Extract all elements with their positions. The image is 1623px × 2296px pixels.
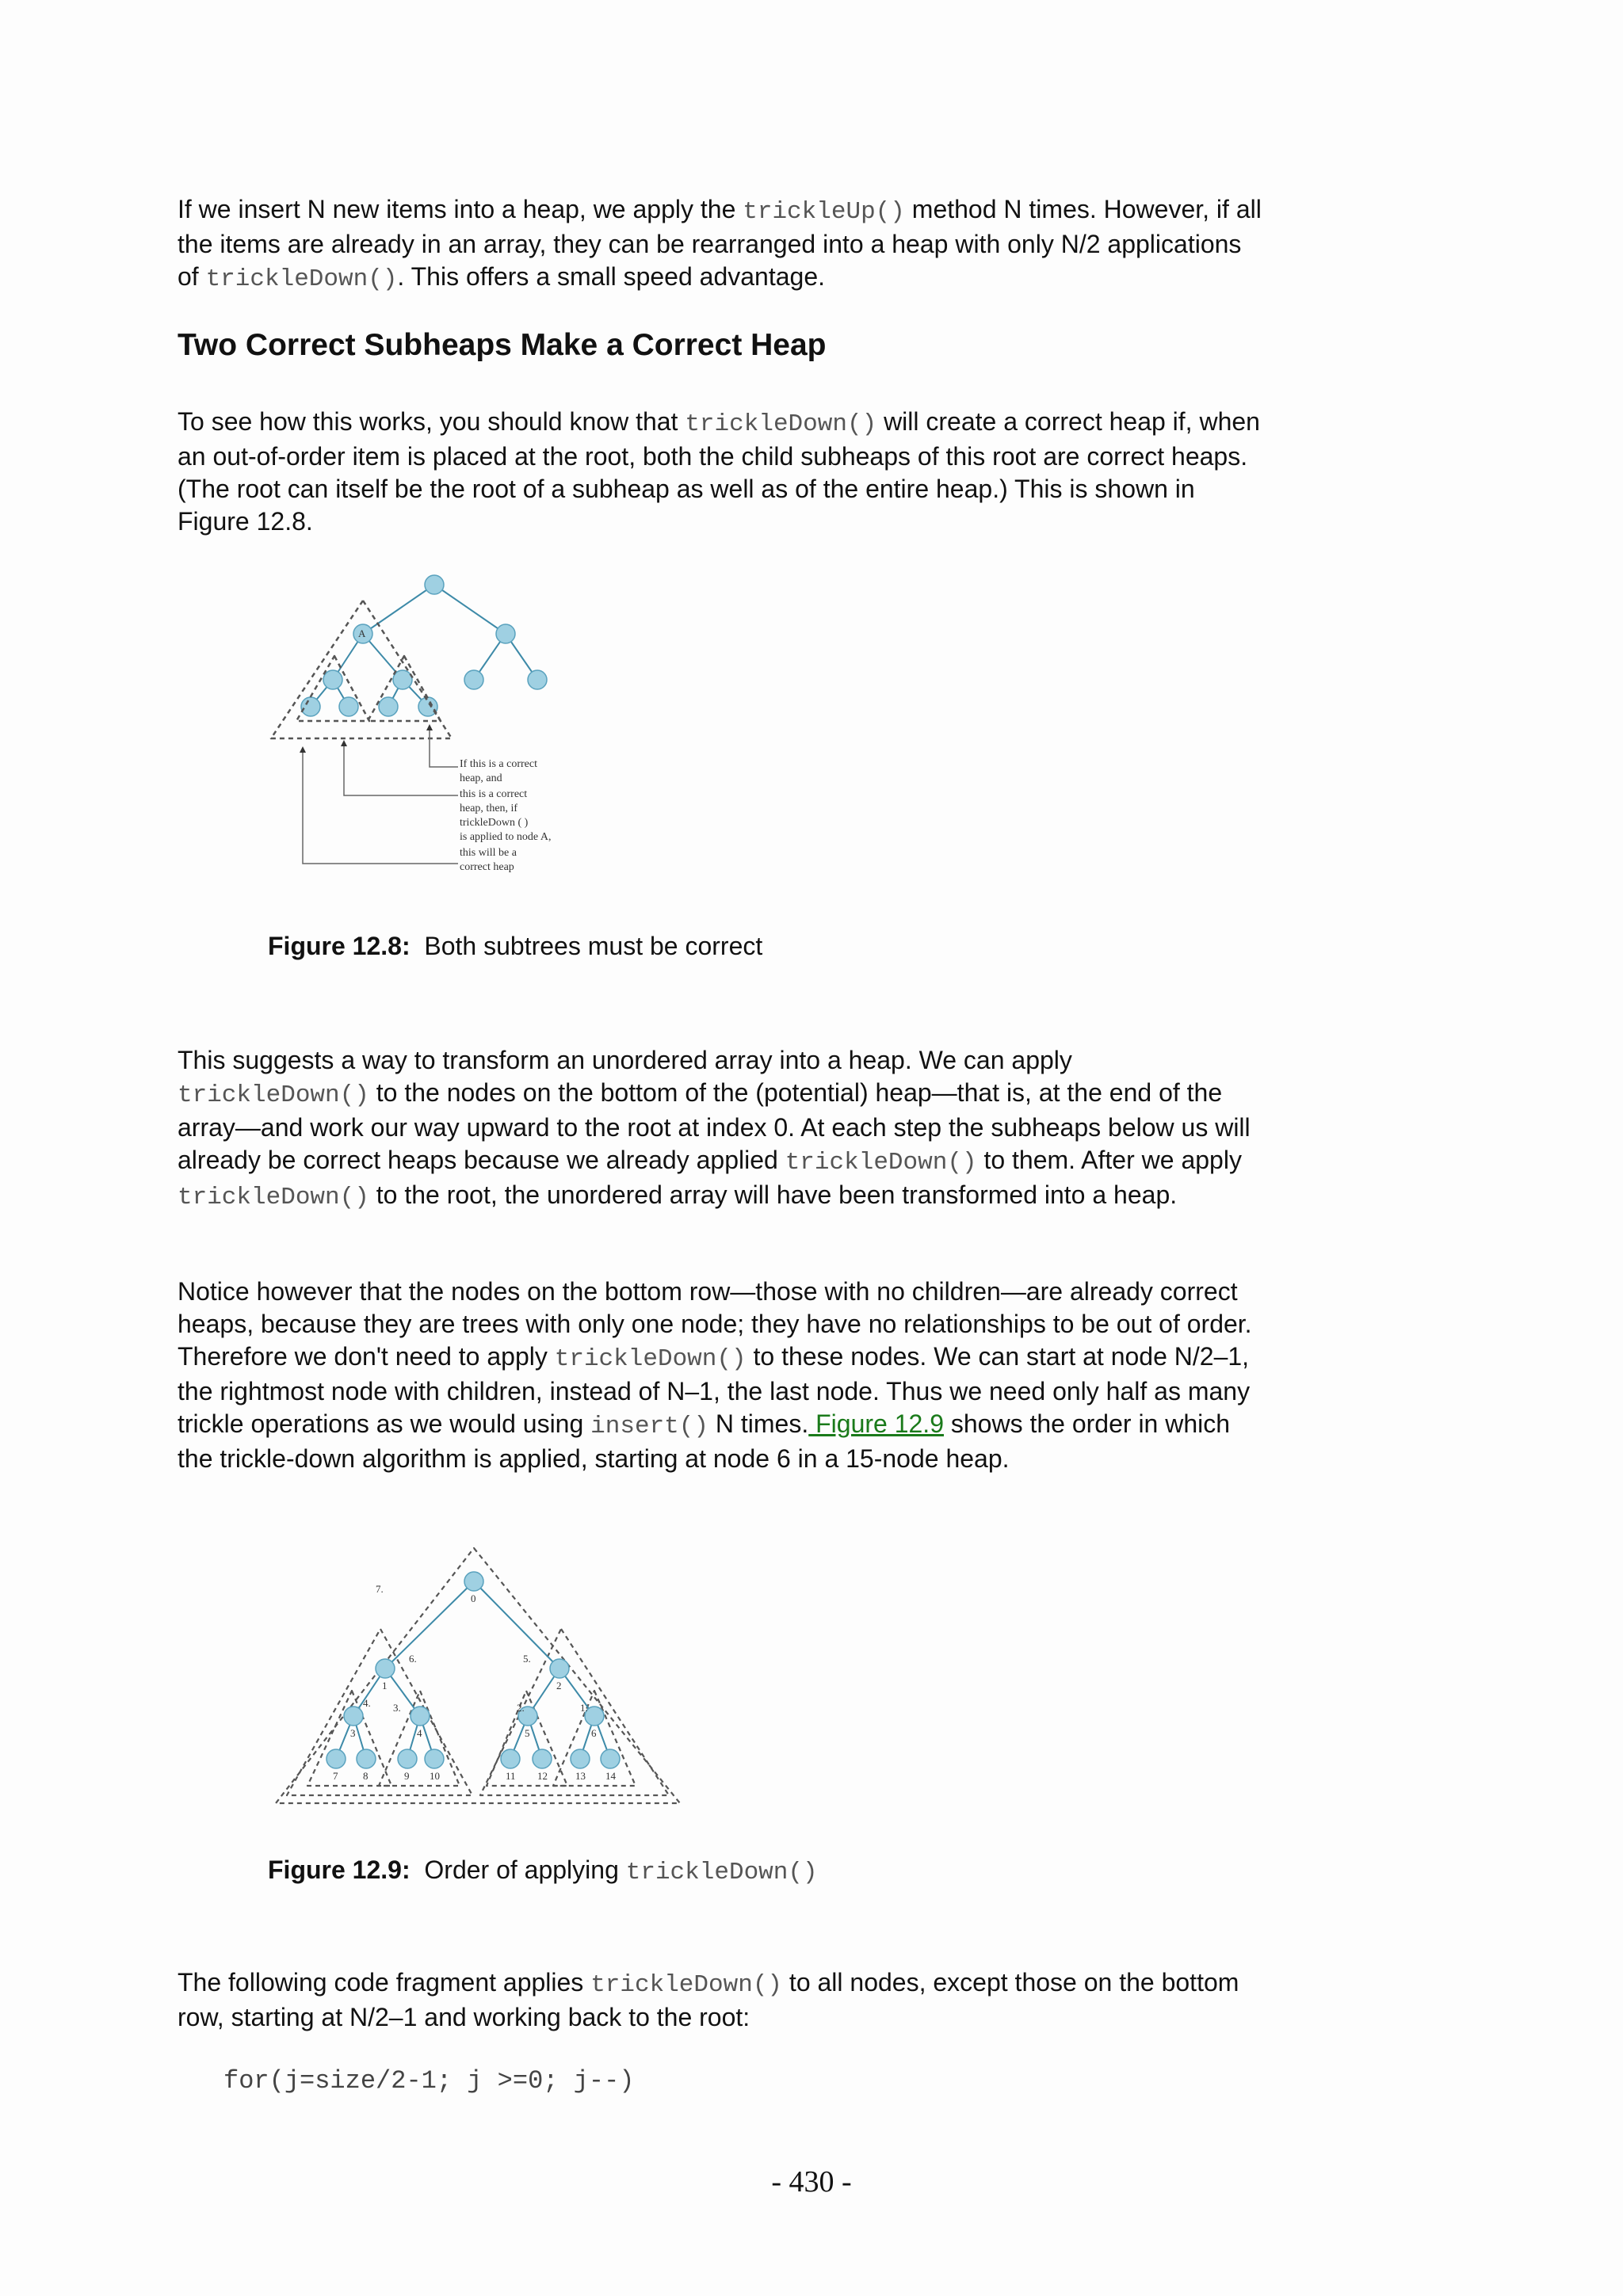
code-block: for(j=size/2-1; j >=0; j--) (223, 2066, 635, 2096)
text: to these nodes. We can start at node N/2–1, the rightmost node with children, instead of N–1, the last node. Thus we need only half as many trickle operations as we would using (178, 1342, 1251, 1438)
node-number: 4 (417, 1727, 422, 1739)
inline-code: insert() (590, 1413, 708, 1440)
annotation-line: If this is a correct (460, 758, 537, 770)
node-number: 9 (404, 1770, 410, 1782)
inline-code: trickleDown() (205, 265, 398, 293)
section-heading: Two Correct Subheaps Make a Correct Heap (178, 328, 827, 362)
figure-12-9-diagram (268, 1540, 688, 1817)
annotation-line: trickleDown ( ) (460, 817, 529, 829)
order-label: 1. (580, 1702, 588, 1714)
text: shows the order in which the trickle-down algorithm is applied, starting at node 6 in a 15-node heap. (178, 1409, 1231, 1473)
paragraph-bottom-row (178, 1276, 1263, 1475)
node-number: 14 (605, 1770, 616, 1782)
text: method N times. However, if all the items are already in an array, they can be rearranged into a heap with only N/2 applications of (178, 195, 1262, 291)
caption-label: Figure 12.8: (268, 932, 411, 960)
page-number: - 430 - (771, 2165, 852, 2199)
order-label: 6. (409, 1653, 417, 1665)
node-number: 13 (575, 1770, 586, 1782)
inline-code: trickleDown() (554, 1345, 747, 1373)
annotation-line: correct heap (460, 861, 514, 873)
text: to them. After we apply (976, 1146, 1242, 1174)
node-number: 0 (471, 1592, 476, 1604)
node-number: 12 (537, 1770, 548, 1782)
node-number: 2 (556, 1680, 562, 1691)
text: Notice however that the nodes on the bottom row—those with no children—are already correct heaps, because they are trees with only one node; they have no relationships to be out of order. Therefore we don't need to apply (178, 1277, 1252, 1371)
order-label: 2. (517, 1702, 525, 1714)
text: N times. (708, 1409, 809, 1438)
text: To see how this works, you should know that (178, 407, 685, 436)
paragraph-trickleup-intro (178, 193, 1263, 296)
text: The following code fragment applies (178, 1968, 591, 1997)
paragraph-subheaps (178, 406, 1263, 538)
node-number: 11 (506, 1770, 516, 1782)
node-number: 5 (525, 1727, 530, 1739)
figure-12-8-caption (268, 930, 762, 962)
order-label: 4. (363, 1697, 371, 1709)
caption-text: Order of applying (424, 1855, 626, 1884)
figure-12-8-diagram (262, 563, 579, 895)
node-number: 7 (333, 1770, 338, 1782)
caption-label: Figure 12.9: (268, 1855, 411, 1884)
text: to the nodes on the bottom of the (potential) heap—that is, at the end of the array—and work our way upward to the root at index 0. At each step the subheaps below us will already be correct heaps because we already applied (178, 1078, 1251, 1174)
node-a-label: A (358, 627, 366, 639)
annotation-line: is applied to node A, (460, 831, 552, 843)
node-number: 6 (591, 1727, 597, 1739)
paragraph-code-intro (178, 1966, 1263, 2034)
annotation-line: heap, and (460, 772, 502, 784)
caption-text: Both subtrees must be correct (424, 932, 763, 960)
order-label: 7. (376, 1583, 384, 1595)
annotation-line: this is a correct (460, 788, 528, 800)
paragraph-transform (178, 1044, 1263, 1214)
inline-code: trickleUp() (743, 198, 905, 226)
node-number: 10 (430, 1770, 440, 1782)
figure-12-9-link[interactable]: Figure 12.9 (808, 1409, 944, 1438)
annotation-line: this will be a (460, 847, 517, 859)
annotation-line: heap, then, if (460, 803, 518, 814)
order-label: 5. (523, 1653, 531, 1665)
node-number: 8 (363, 1770, 369, 1782)
text: . This offers a small speed advantage. (397, 262, 825, 291)
inline-code: trickleDown() (785, 1149, 977, 1177)
text: to all nodes, except those on the bottom row, starting at N/2–1 and working back to the root: (178, 1968, 1239, 2031)
node-number: 3 (350, 1727, 356, 1739)
figure-12-9-caption (268, 1854, 818, 1889)
inline-code: trickleDown() (178, 1081, 369, 1109)
caption-code: trickleDown() (625, 1859, 818, 1886)
node-number: 1 (382, 1680, 388, 1691)
text: If we insert N new items into a heap, we apply the (178, 195, 743, 223)
inline-code: trickleDown() (685, 410, 877, 438)
text: This suggests a way to transform an unordered array into a heap. We can apply (178, 1046, 1072, 1074)
order-label: 3. (393, 1702, 401, 1714)
text: to the root, the unordered array will have been transformed into a heap. (369, 1180, 1178, 1209)
inline-code: trickleDown() (590, 1971, 783, 1999)
text: will create a correct heap if, when an out-of-order item is placed at the root, both the child subheaps of this root are correct heaps. (The root can itself be the root of a subheap as well as of the entire heap.) This is shown in Figure 12.8. (178, 407, 1260, 536)
inline-code: trickleDown() (178, 1184, 369, 1211)
